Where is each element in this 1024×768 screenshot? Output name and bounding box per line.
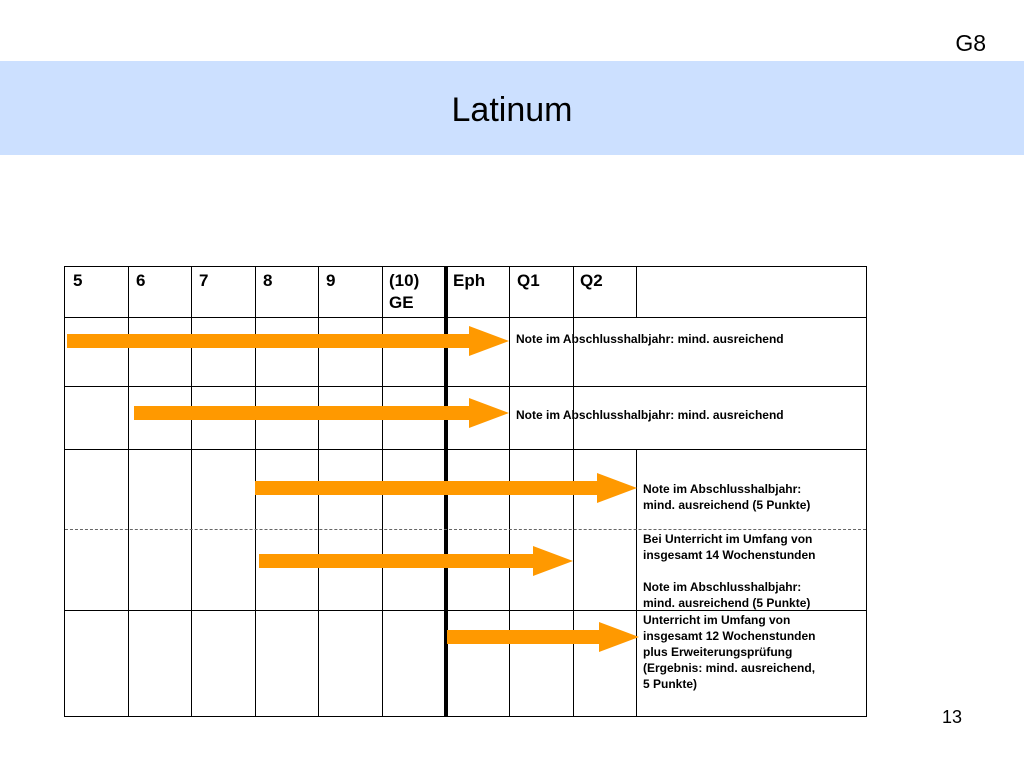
arrow-head-icon xyxy=(597,473,637,503)
row-note: Note im Abschlusshalbjahr: mind. ausreichend xyxy=(516,408,784,422)
arrow-head-icon xyxy=(533,546,573,576)
column-header-q2: Q2 xyxy=(580,271,603,290)
arrow-head-icon xyxy=(469,398,509,428)
duration-arrow xyxy=(447,622,639,652)
row-note: Bei Unterricht im Umfang von insgesamt 14 Wochenstunden Note im Abschlusshalbjahr: mind. ausreichend (5 Punkte) xyxy=(643,532,816,610)
column-header-6: 6 xyxy=(136,271,146,290)
column-header-q1: Q1 xyxy=(517,271,540,290)
row-divider xyxy=(65,317,866,318)
slide-number: 13 xyxy=(941,707,962,727)
column-header-7: 7 xyxy=(199,271,209,290)
duration-arrow xyxy=(259,546,573,576)
row-note: Note im Abschlusshalbjahr: mind. ausreichend (5 Punkte) xyxy=(643,482,811,512)
duration-arrow xyxy=(134,398,509,428)
column-header-5: 5 xyxy=(73,271,83,290)
column-divider xyxy=(636,267,637,317)
row-note: Note im Abschlusshalbjahr: mind. ausreichend xyxy=(516,332,784,346)
arrow-head-icon xyxy=(469,326,509,356)
column-header-eph: Eph xyxy=(453,271,486,290)
column-header-9: 9 xyxy=(326,271,336,290)
row-divider-dashed xyxy=(65,529,866,530)
arrow-head-icon xyxy=(599,622,639,652)
column-header-8: 8 xyxy=(263,271,273,290)
duration-arrow xyxy=(67,326,509,356)
row-divider xyxy=(65,386,866,387)
corner-label: G8 xyxy=(955,30,986,56)
column-header-10-ge: (10) GE xyxy=(389,271,420,312)
duration-arrow xyxy=(255,473,637,503)
page-title: Latinum xyxy=(451,91,573,129)
row-note: Unterricht im Umfang von insgesamt 12 Wochenstunden plus Erweiterungsprüfung (Ergebnis: mind. ausreichend, 5 Punkte) xyxy=(643,613,816,691)
course-table xyxy=(64,266,867,717)
row-divider xyxy=(65,449,866,450)
